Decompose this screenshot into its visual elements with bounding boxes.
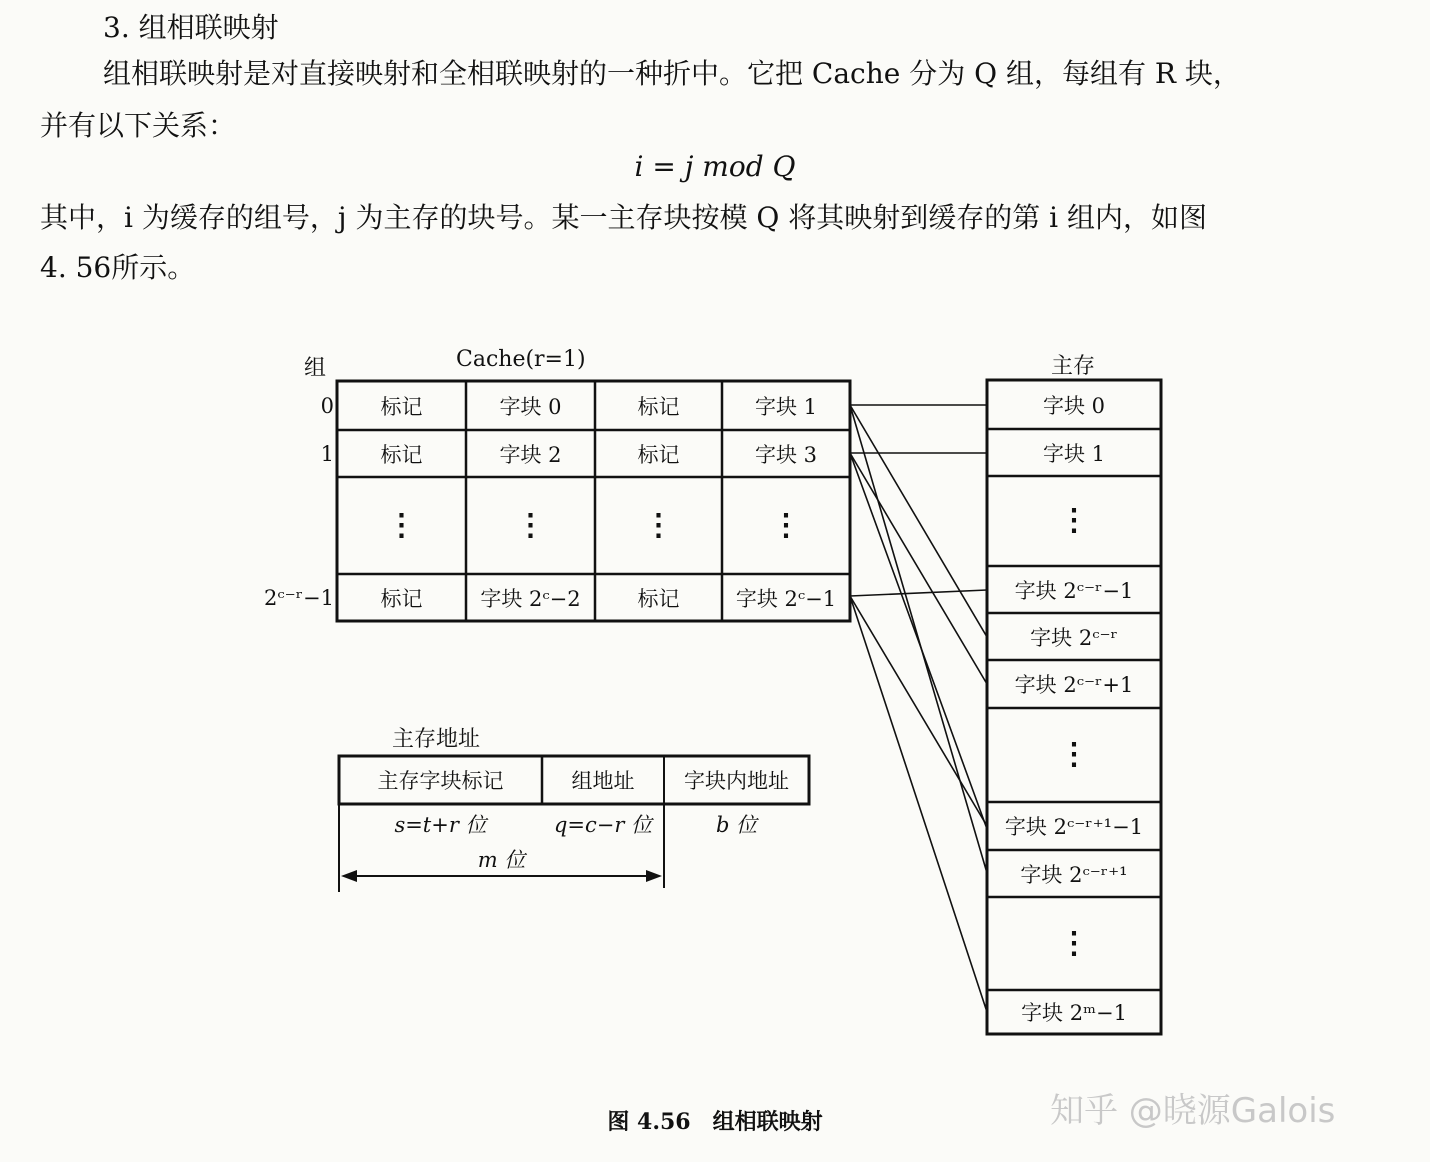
figure-caption: 图 4.56 组相联映射 — [607, 1109, 823, 1135]
cache-block-cell: 字块 2 — [499, 442, 562, 467]
row-label-last: 2ᶜ⁻ʳ−1 — [264, 585, 334, 610]
vertical-ellipsis: ⋮ — [771, 507, 801, 543]
memory-block: 字块 1 — [1042, 441, 1106, 466]
cache-tag-cell: 标记 — [380, 442, 423, 467]
vertical-ellipsis: ⋮ — [515, 507, 546, 543]
memory-block: 字块 2ᶜ⁻ʳ+1 — [1014, 673, 1134, 697]
paragraph-line-4: 4. 56所示。 — [40, 251, 196, 284]
cache-tag-cell: 标记 — [637, 394, 680, 419]
formula: i = j mod Q — [634, 150, 796, 183]
cache-title: Cache(r=1) — [456, 347, 586, 372]
addr-field-tag: 主存字块标记 — [377, 769, 504, 793]
memory-block: 字块 2ᵐ−1 — [1021, 1001, 1127, 1025]
addr-field-offset: 字块内地址 — [684, 769, 789, 793]
row-label-1: 1 — [320, 441, 334, 466]
paragraph-line-2: 并有以下关系： — [40, 109, 237, 142]
cache-block-cell: 字块 0 — [499, 394, 562, 419]
section-heading: 3. 组相联映射 — [103, 11, 279, 44]
cache-tag-cell: 标记 — [637, 442, 680, 467]
watermark: 知乎 @晓源Galois — [1050, 1091, 1336, 1131]
row-label-0: 0 — [320, 393, 334, 418]
cache-block-cell: 字块 3 — [754, 442, 818, 467]
vertical-ellipsis: ⋮ — [1059, 503, 1089, 538]
vertical-ellipsis: ⋮ — [1059, 925, 1089, 961]
addr-bits-group: q=c−r 位 — [553, 813, 653, 837]
cache-block-cell: 字块 2ᶜ−1 — [735, 586, 837, 611]
vertical-ellipsis: ⋮ — [1059, 737, 1089, 772]
paragraph-line-1: 组相联映射是对直接映射和全相联映射的一种折中。它把 Cache 分为 Q 组，每组有 R 块， — [103, 57, 1241, 90]
cache-block-cell: 字块 2ᶜ−2 — [480, 586, 581, 611]
address-title: 主存地址 — [392, 727, 481, 752]
cache-tag-cell: 标记 — [380, 586, 423, 611]
cache-tag-cell: 标记 — [380, 394, 423, 419]
addr-field-group: 组地址 — [571, 769, 635, 793]
cache-tag-cell: 标记 — [637, 586, 680, 611]
vertical-ellipsis: ⋮ — [643, 507, 674, 543]
main-memory-title: 主存 — [1051, 354, 1096, 379]
memory-block: 字块 2ᶜ⁻ʳ⁺¹−1 — [1004, 815, 1144, 839]
addr-bits-offset: b 位 — [715, 813, 758, 837]
group-header: 组 — [304, 356, 327, 381]
cache-block-cell: 字块 1 — [754, 394, 818, 419]
memory-block: 字块 2ᶜ⁻ʳ−1 — [1014, 578, 1134, 603]
memory-block: 字块 0 — [1042, 393, 1106, 418]
memory-block: 字块 2ᶜ⁻ʳ — [1030, 625, 1118, 650]
vertical-ellipsis: ⋮ — [386, 507, 417, 543]
addr-total-bits: m 位 — [477, 848, 526, 872]
paragraph-line-3: 其中，i 为缓存的组号，j 为主存的块号。某一主存块按模 Q 将其映射到缓存的第 i 组内，如图 — [40, 201, 1207, 234]
memory-block: 字块 2ᶜ⁻ʳ⁺¹ — [1020, 862, 1128, 887]
addr-bits-tag: s=t+r 位 — [394, 813, 487, 837]
